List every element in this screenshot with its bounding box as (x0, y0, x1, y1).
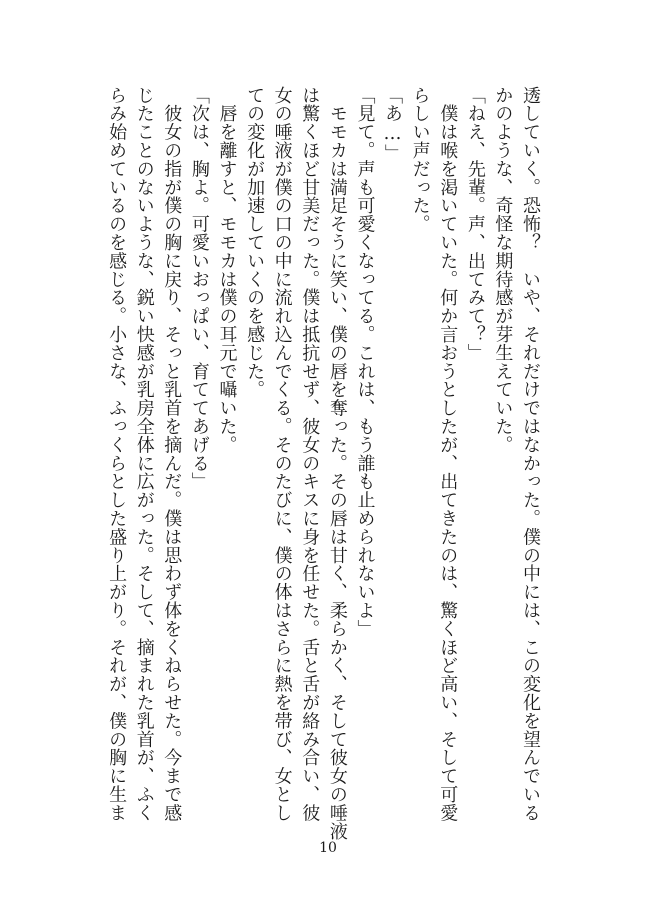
text-line: じたことのないような、鋭い快感が乳房全体に広がった。そして、摘まれた乳首が、ふく (133, 86, 155, 822)
text-line: 透していく。恐怖？ いや、それだけではなかった。僕の中には、この変化を望んでいる (520, 86, 541, 822)
text-line: 女の唾液が僕の口の中に流れ込んでくる。そのたびに、僕の体はさらに熱を帯び、女とし (271, 86, 293, 822)
text-line: モモカは満足そうに笑い、僕の唇を奪った。その唇は甘く、柔らかく、そして彼女の唾液 (326, 86, 348, 841)
text-line: 「次は、胸よ。可愛いおっぱい、育ててあげる」 (188, 86, 210, 491)
text-line: 僕は喉を渇いていた。何か言おうとしたが、出てきたのは、驚くほど高い、そして可愛 (437, 86, 459, 822)
text-line: 彼女の指が僕の胸に戻り、そっと乳首を摘んだ。僕は思わず体をくねらせた。今まで感 (161, 86, 183, 822)
text-line: 「見て。声も可愛くなってる。これは、もう誰も止められないよ」 (354, 86, 376, 638)
text-line: かのような、奇怪な期待感が芽生えていた。 (492, 86, 514, 454)
text-line: 唇を離すと、モモカは僕の耳元で囁いた。 (216, 86, 238, 454)
text-line: 「ねえ、先輩。声、出てみて？」 (464, 86, 486, 362)
vertical-text-body (103, 86, 545, 841)
text-line: は驚くほど甘美だった。僕は抵抗せず、彼女のキスに身を任せた。舌と舌が絡み合い、彼 (299, 86, 321, 822)
text-line: らしい声だった。 (409, 86, 431, 234)
text-line: らみ始めているのを感じる。小さな、ふっくらとした盛り上がり。それが、僕の胸に生ま (106, 86, 128, 822)
text-line: 「あ…」 (382, 86, 404, 163)
page-number: 10 (319, 840, 337, 856)
text-line: ての変化が加速していくのを感じた。 (244, 86, 266, 399)
